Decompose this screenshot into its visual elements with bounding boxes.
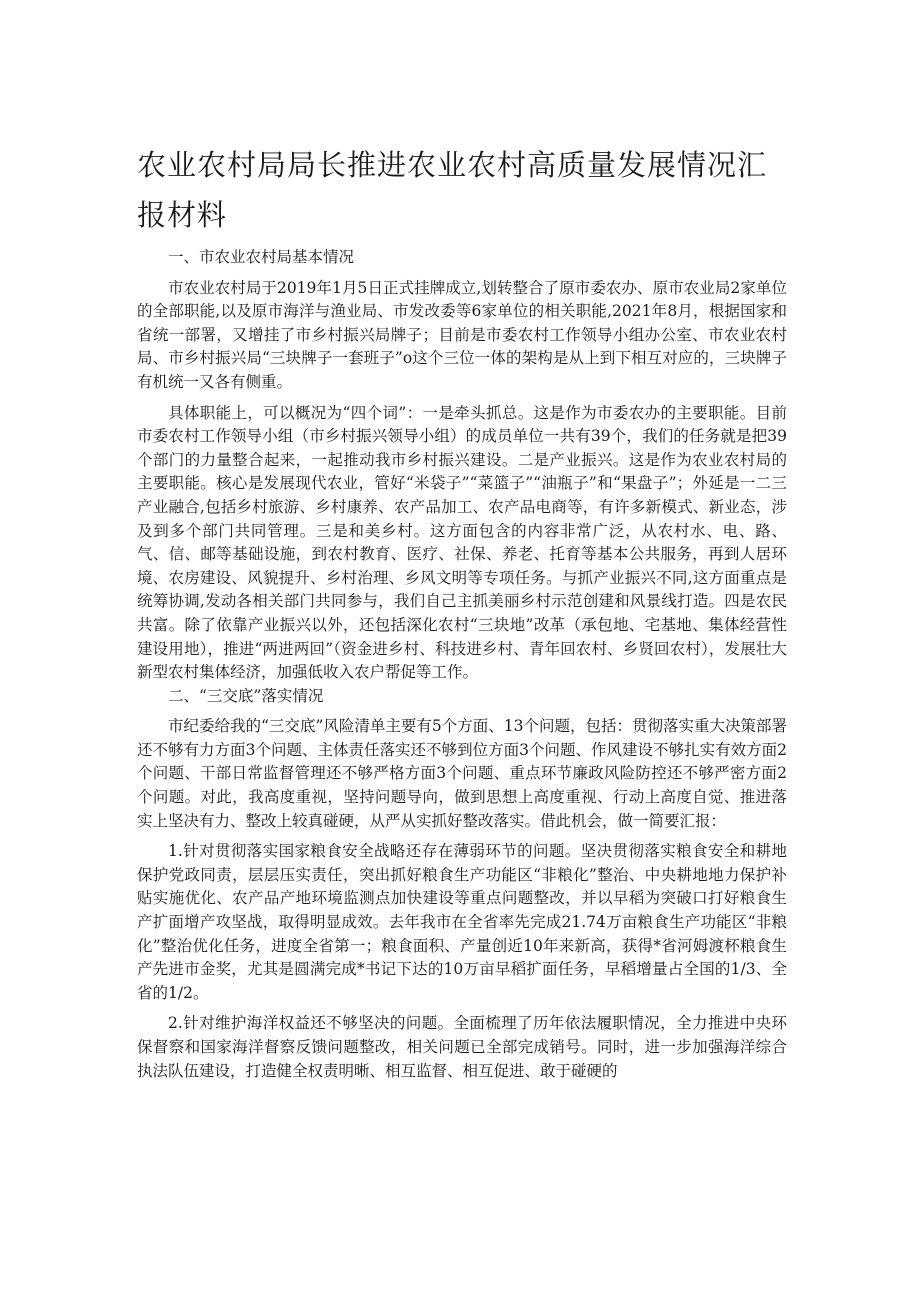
paragraph-item-2: 2.针对维护海洋权益还不够坚决的问题。全面梳理了历年依法履职情况，全力推进中央环保督察和国家海洋督察反馈问题整改，相关问题已全部完成销号。同时，进一步加强海洋综合执法队伍建设，打造健全权责明晰、相互监督、相互促进、敢于碰硬的 bbox=[137, 1014, 787, 1080]
paragraph-item-1: 1.针对贯彻落实国家粮食安全战略还存在薄弱环节的问题。坚决贯彻落实粮食安全和耕地保护党政同责，层层压实责任，突出抓好粮食生产功能区“非粮化”整治、中央耕地地力保护补贴实施优化、农产品产地环境监测点加快建设等重点问题整改，并以早稻为突破口打好粮食生产扩面增产攻坚战，取得明显成效。去年我市在全省率先完成21.74万亩粮食生产功能区“非粮化”整治优化任务，进度全省第一；粮食面积、产量创近10年来新高，获得*省河姆渡杯粮食生产先进市金奖，尤其是圆满完成*书记下达的10万亩早稻扩面任务，早稻增量占全国的1/3、全省的1/2。 bbox=[137, 842, 787, 1002]
section-heading-2: 二、“三交底”落实情况 bbox=[168, 686, 324, 705]
paragraph-functions: 具体职能上，可以概况为“四个词”：一是牵头抓总。这是作为市委农办的主要职能。目前市委农村工作领导小组（市乡村振兴领导小组）的成员单位一共有39个，我们的任务就是把39个部门的力量整合起来，一起推动我市乡村振兴建设。二是产业振兴。这是作为农业农村局的主要职能。核心是发展现代农业，管好“米袋子”“菜篮子”“油瓶子”和“果盘子”；外延是一二三产业融合,包括乡村旅游、乡村康养、农产品加工、农产品电商等，有许多新模式、新业态，涉及到多个部门共同管理。三是和美乡村。这方面包含的内容非常广泛，从农村水、电、路、气、信、邮等基础设施，到农村教育、医疗、社保、养老、托育等基本公共服务，再到人居环境、农房建设、风貌提升、乡村治理、乡风文明等专项任务。与抓产业振兴不同,这方面重点是统筹协调,发动各相关部门共同参与，我们自己主抓美丽乡村示范创建和风景线打造。四是农民共富。除了依靠产业振兴以外，还包括深化农村“三块地”改革（承包地、宅基地、集体经营性建设用地），推进“两进两回”（资金进乡村、科技进乡村、青年回农村、乡贤回农村），发展壮大新型农村集体经济，加强低收入农户帮促等工作。 bbox=[137, 403, 787, 682]
section-heading-1: 一、市农业农村局基本情况 bbox=[168, 248, 355, 266]
paragraph-basic-info: 市农业农村局于2019年1月5日正式挂牌成立,划转整合了原市委农办、原市农业局2家单位的全部职能,以及原市海洋与渔业局、市发改委等6家单位的相关职能,2021年8月，根据国家和省统一部署，又增挂了市乡村振兴局牌子；目前是市委农村工作领导小组办公室、市农业农村局、市乡村振兴局“三块牌子一套班子”o这个三位一体的架构是从上到下相互对应的，三块牌子有机统一又各有侧重。 bbox=[137, 278, 787, 391]
paragraph-risk-list: 市纪委给我的“三交底”风险清单主要有5个方面、13个问题，包括：贯彻落实重大决策部署还不够有力方面3个问题、主体责任落实还不够到位方面3个问题、作风建设不够扎实有效方面2个问题、干部日常监督管理还不够严格方面3个问题、重点环节廉政风险防控还不够严密方面2个问题。对此，我高度重视，坚持问题导向，做到思想上高度重视、行动上高度自觉、推进落实上坚决有力、整改上较真碰硬，从严从实抓好整改落实。借此机会，做一简要汇报： bbox=[137, 717, 787, 830]
document-title: 农业农村局局长推进农业农村高质量发展情况汇报材料 bbox=[137, 148, 768, 232]
document-body bbox=[137, 246, 787, 1083]
